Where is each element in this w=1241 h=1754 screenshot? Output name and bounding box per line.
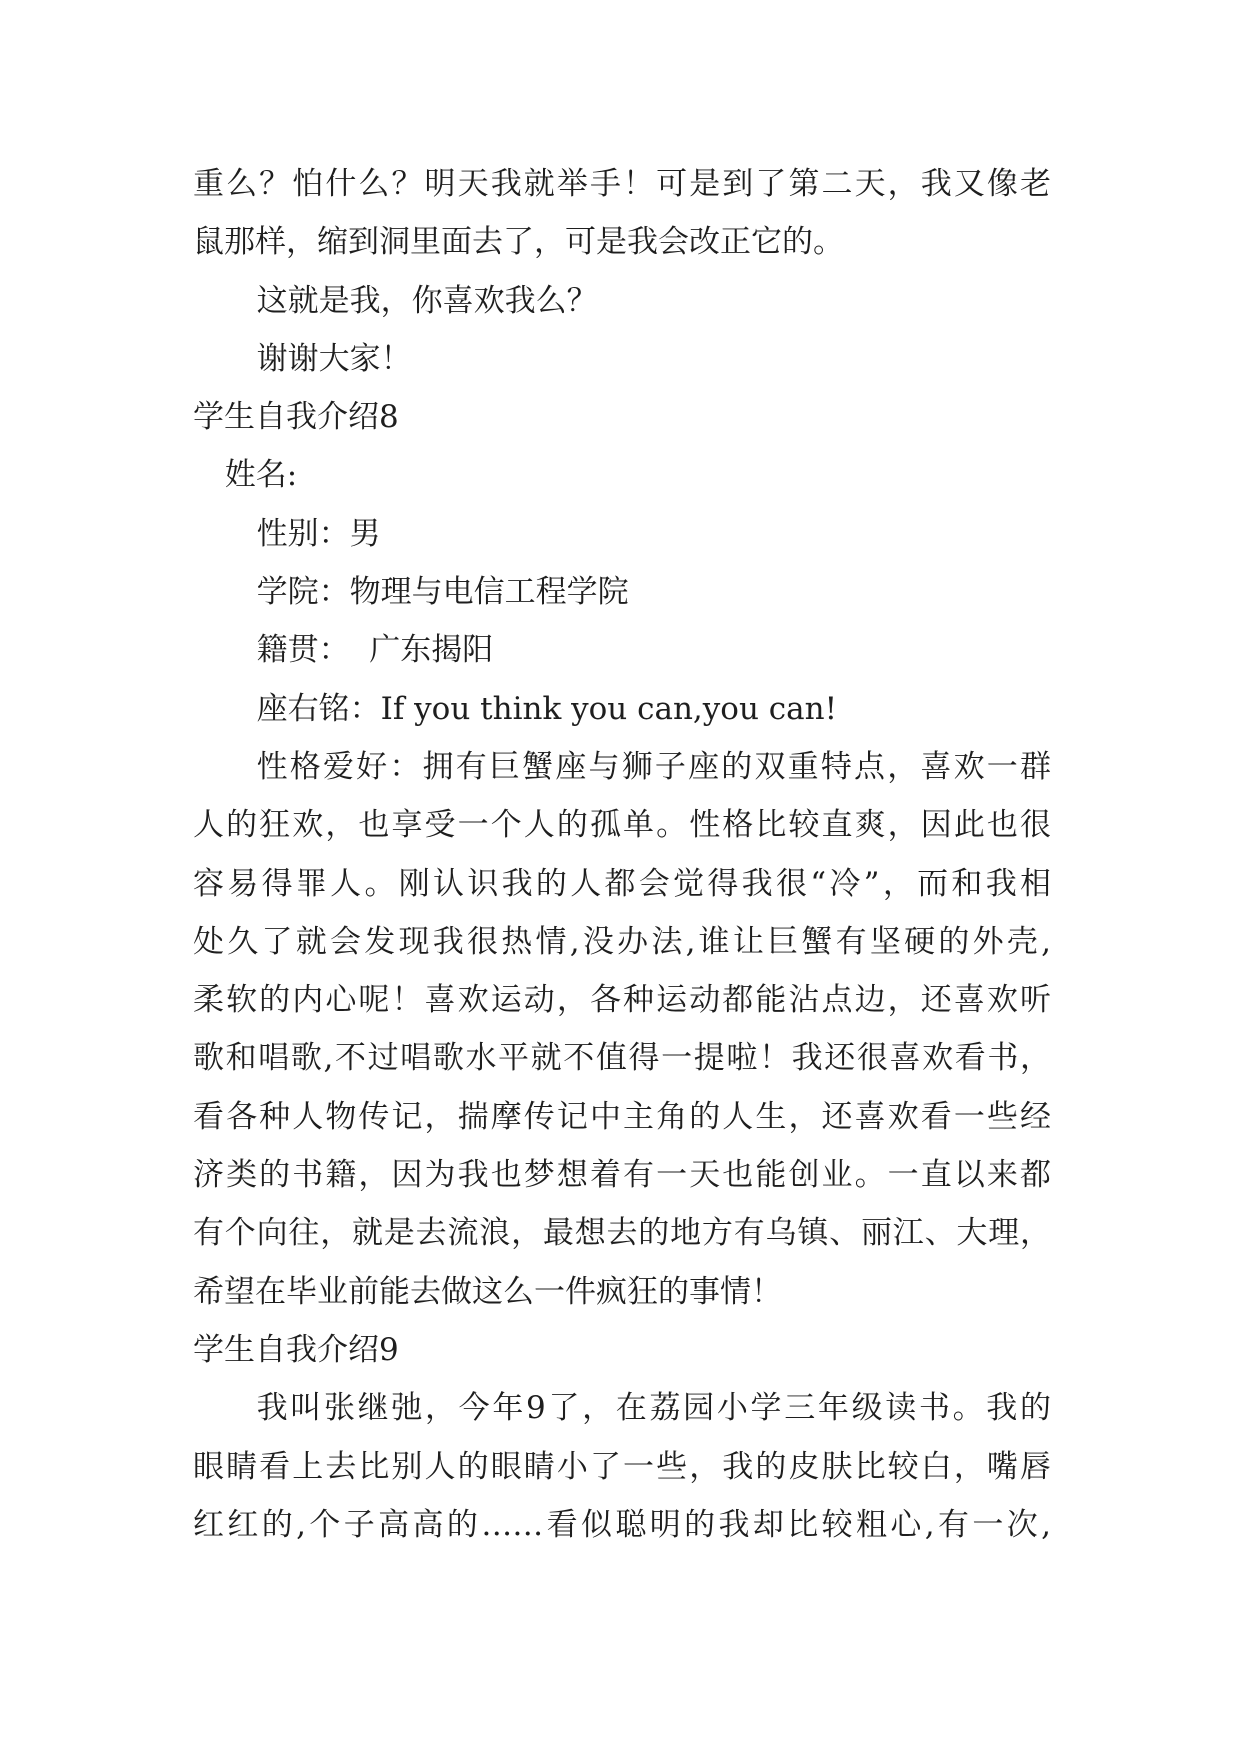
- text-line: 重么？怕什么？明天我就举手！可是到了第二天，我又像老: [193, 166, 1051, 202]
- text-line: 希望在毕业前能去做这么一件疯狂的事情！: [193, 1273, 782, 1310]
- text-line: 处久了就会发现我很热情,没办法,谁让巨蟹有坚硬的外壳,: [193, 923, 1051, 960]
- field-gender: 性别：男: [256, 515, 381, 552]
- field-motto: 座右铭：If you think you can,you can!: [256, 690, 838, 727]
- text-line: 红红的,个子高高的……看似聪明的我却比较粗心,有一次,: [193, 1506, 1051, 1543]
- section-heading: 学生自我介绍9: [193, 1331, 399, 1368]
- text-line: 济类的书籍，因为我也梦想着有一天也能创业。一直以来都: [193, 1157, 1051, 1194]
- section-heading: 学生自我介绍8: [193, 399, 399, 436]
- field-name: 姓名:: [224, 457, 298, 494]
- text-line: 容易得罪人。刚认识我的人都会觉得我很“冷”，而和我相: [193, 865, 1051, 902]
- section-9: [193, 1321, 1051, 1554]
- text-line: 眼睛看上去比别人的眼睛小了一些，我的皮肤比较白，嘴唇: [193, 1448, 1051, 1485]
- text-line: 有个向往，就是去流浪，最想去的地方有乌镇、丽江、大理，: [193, 1215, 1051, 1252]
- field-hometown: 籍贯： 广东揭阳: [256, 632, 494, 669]
- text-line: 人的狂欢，也享受一个人的孤单。性格比较直爽，因此也很: [193, 807, 1051, 844]
- hobbies-paragraph: [193, 738, 1051, 1321]
- text-line: 鼠那样，缩到洞里面去了，可是我会改正它的。: [193, 224, 844, 261]
- thanks-line: 谢谢大家！: [256, 340, 412, 377]
- section-9-paragraph: [193, 1379, 1051, 1554]
- question-line: 这就是我，你喜欢我么？: [256, 282, 598, 319]
- field-college: 学院：物理与电信工程学院: [256, 574, 629, 611]
- section-8: [193, 388, 1051, 1321]
- text-line: 性格爱好：拥有巨蟹座与狮子座的双重特点，喜欢一群: [256, 748, 1051, 785]
- text-line: 我叫张继弛，今年9了，在荔园小学三年级读书。我的: [256, 1390, 1051, 1427]
- text-line: 歌和唱歌,不过唱歌水平就不值得一提啦！我还很喜欢看书，: [193, 1040, 1051, 1077]
- text-line: 看各种人物传记，揣摩传记中主角的人生，还喜欢看一些经: [193, 1098, 1051, 1135]
- text-line: 柔软的内心呢！喜欢运动，各种运动都能沾点边，还喜欢听: [193, 982, 1051, 1019]
- document-body: [193, 155, 1051, 1554]
- intro-tail-paragraph: [193, 155, 1051, 272]
